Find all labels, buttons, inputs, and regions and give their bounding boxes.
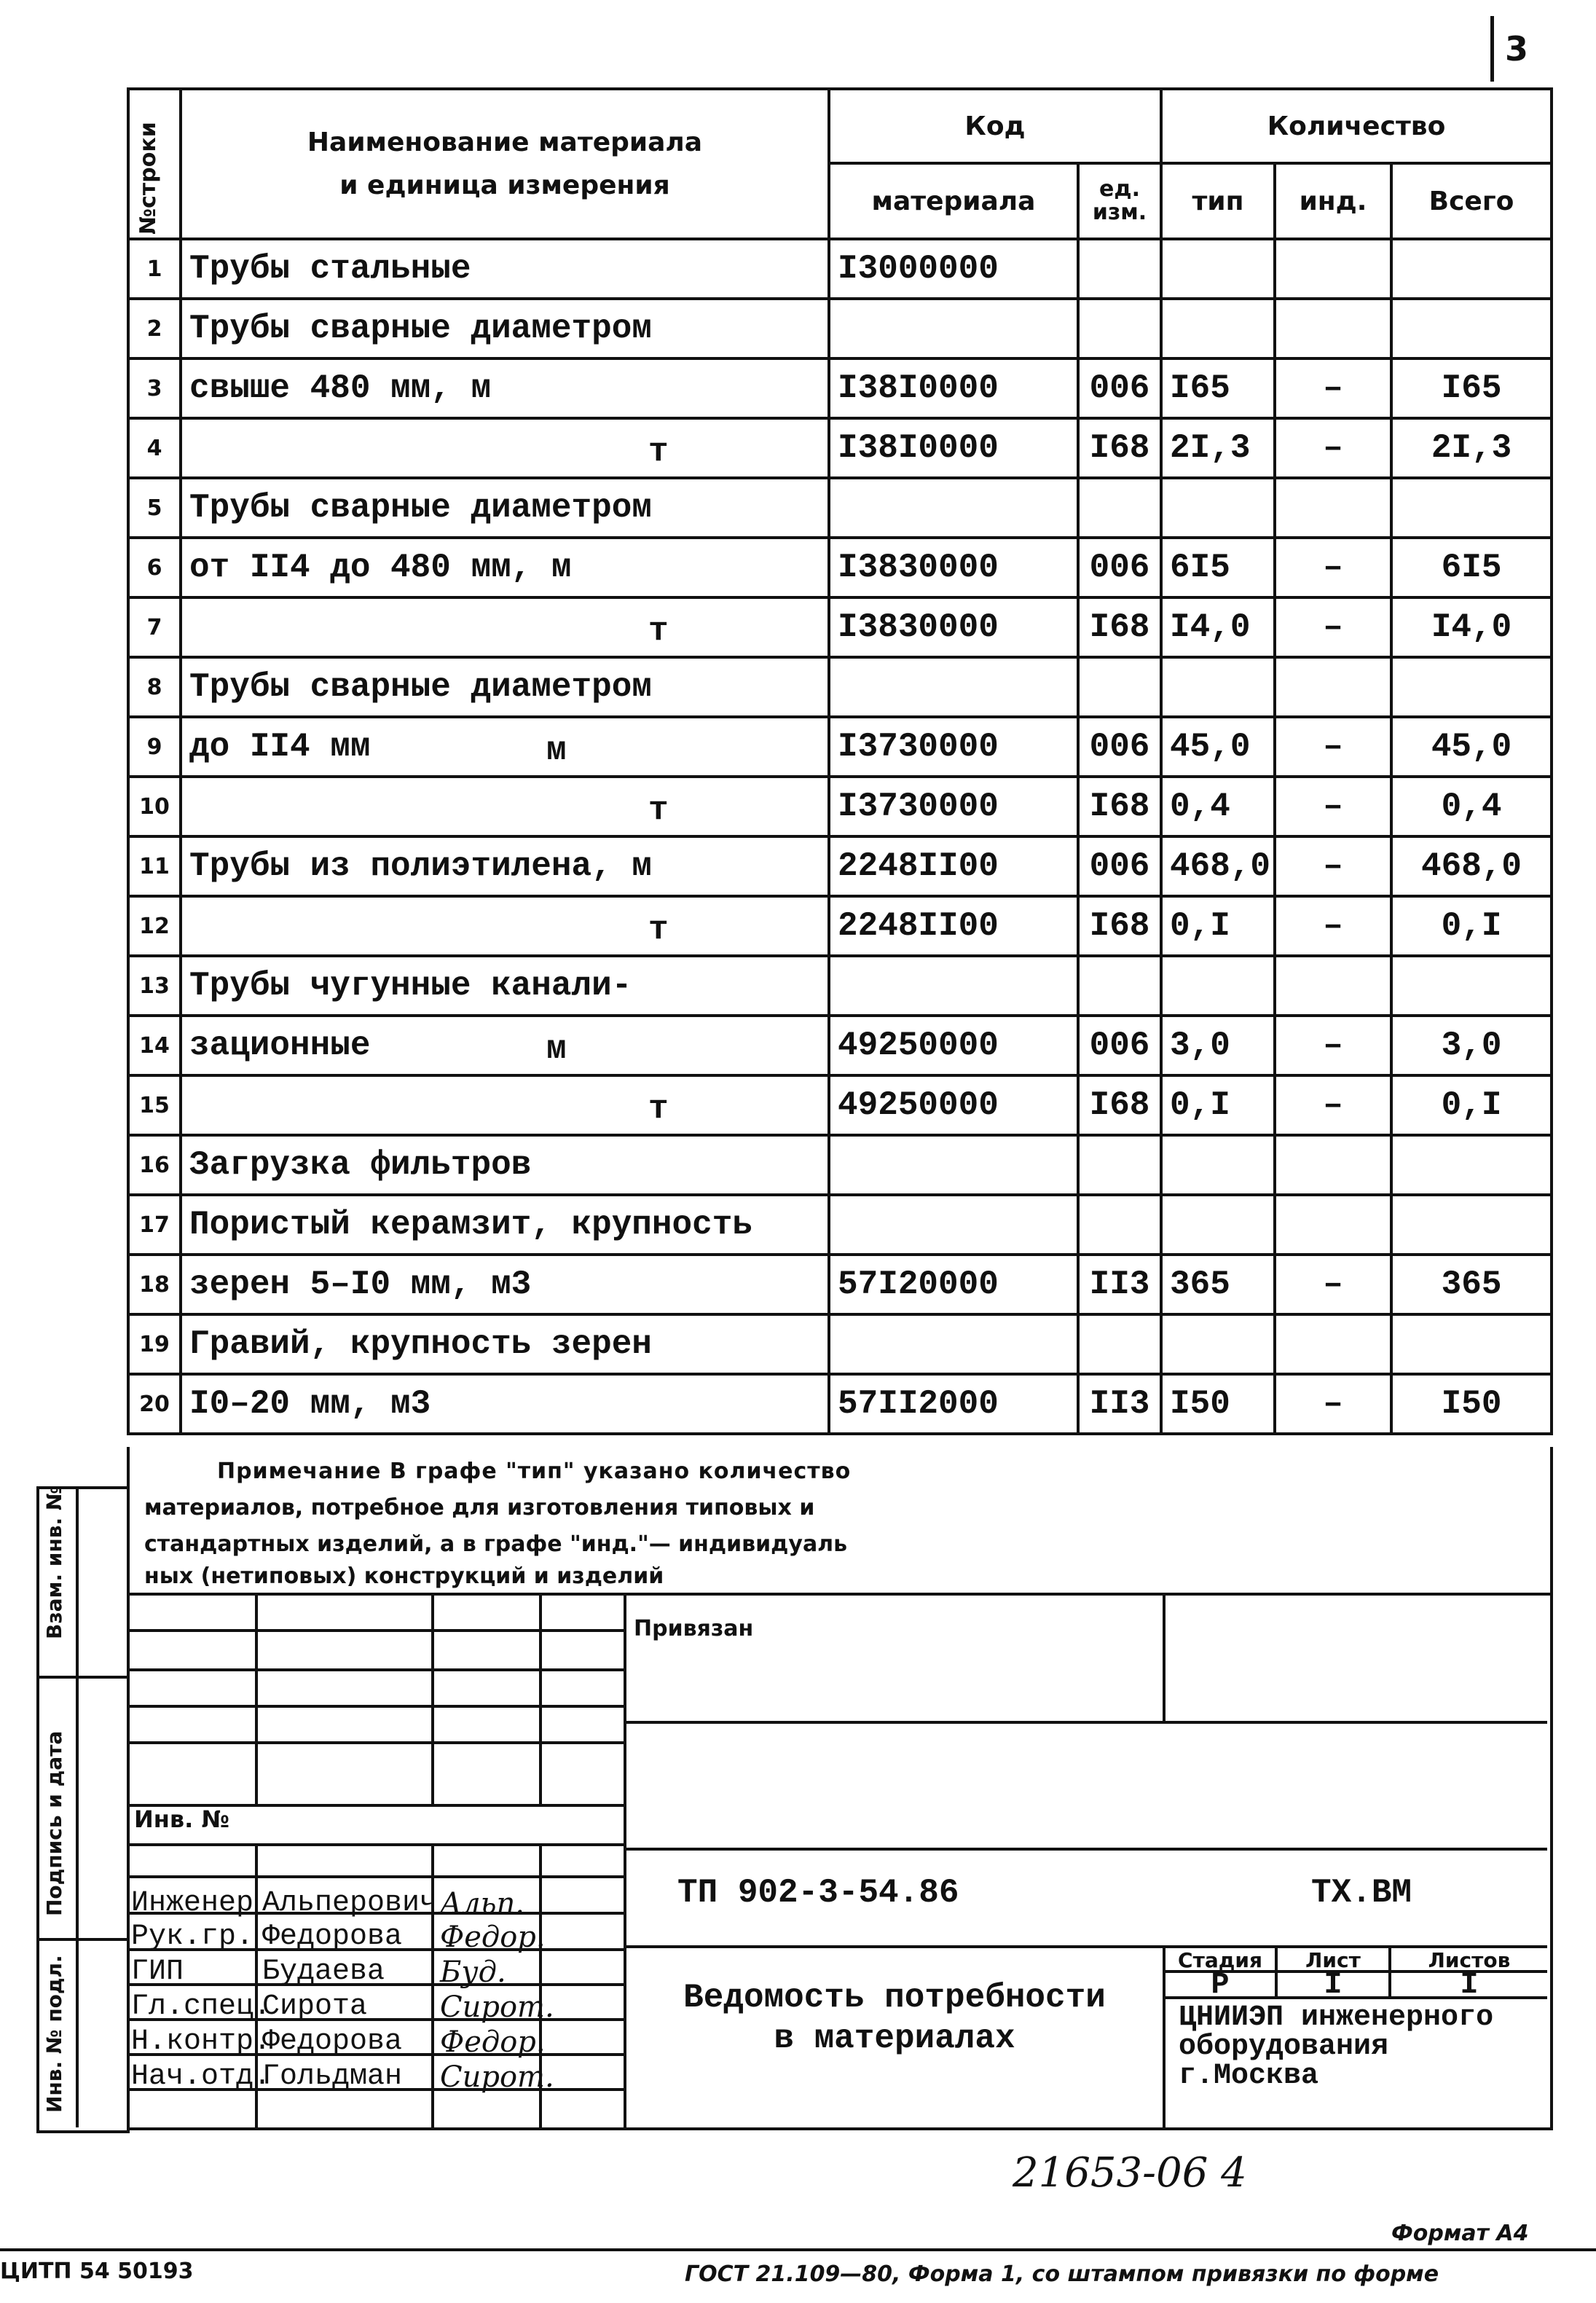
title-line-1: Ведомость потребности xyxy=(683,1979,1106,2017)
handwritten-number: 21653-06 4 xyxy=(1013,2149,1247,2197)
qty-ind: – xyxy=(1275,777,1391,836)
unit-code: I68 xyxy=(1078,1075,1161,1135)
table-row xyxy=(128,836,1552,896)
material-name xyxy=(181,597,829,657)
qty-total: 0,4 xyxy=(1391,777,1552,836)
row-number: 14 xyxy=(128,1016,181,1075)
note-box xyxy=(127,1447,1553,1596)
qty-ind xyxy=(1275,1195,1391,1255)
material-name-text: свыше 480 мм, м xyxy=(189,369,492,407)
sheets-label: Листов xyxy=(1428,1948,1511,1972)
material-name-text: зационные xyxy=(189,1027,371,1064)
material-name xyxy=(181,1075,829,1135)
qty-ind: – xyxy=(1275,1255,1391,1314)
material-name-text: от II4 до 480 мм, м xyxy=(189,549,572,586)
material-name xyxy=(181,1255,829,1314)
sheet-label: Лист xyxy=(1305,1948,1361,1972)
qty-type xyxy=(1161,956,1275,1016)
material-name xyxy=(181,1314,829,1374)
table-row xyxy=(128,956,1552,1016)
signer-role: Нач.отд. xyxy=(131,2060,272,2093)
signer-role: Инженер xyxy=(131,1887,254,1920)
signature: Федор. xyxy=(440,1921,546,1954)
row-number: 1 xyxy=(128,239,181,299)
qty-ind: – xyxy=(1275,1075,1391,1135)
organization: ЦНИИЭП инженерного оборудования г.Москва xyxy=(1179,2001,1494,2092)
sheets-value: I xyxy=(1460,1967,1479,2002)
note-line-4: ных (нетиповых) конструкций и изделий xyxy=(144,1564,664,1589)
row-number: 19 xyxy=(128,1314,181,1374)
qty-total xyxy=(1391,239,1552,299)
unit-code xyxy=(1078,956,1161,1016)
table-row xyxy=(128,1135,1552,1195)
row-number: 5 xyxy=(128,478,181,538)
header-unit: ед. изм. xyxy=(1078,163,1161,239)
title-line-2: в материалах xyxy=(774,2020,1015,2057)
unit-code: I68 xyxy=(1078,896,1161,956)
unit-code xyxy=(1078,299,1161,358)
table-row xyxy=(128,239,1552,299)
qty-total: 6I5 xyxy=(1391,538,1552,597)
stage-value: Р xyxy=(1211,1967,1230,2002)
row-number: 13 xyxy=(128,956,181,1016)
table-row xyxy=(128,358,1552,418)
qty-total: I4,0 xyxy=(1391,597,1552,657)
signer-name: Будаева xyxy=(262,1955,385,1988)
unit-code xyxy=(1078,657,1161,717)
material-unit-word: т xyxy=(648,612,669,650)
signer-role: Рук.гр. xyxy=(131,1921,254,1953)
unit-code: I68 xyxy=(1078,597,1161,657)
qty-ind: – xyxy=(1275,1016,1391,1075)
row-number: 3 xyxy=(128,358,181,418)
unit-code: 006 xyxy=(1078,358,1161,418)
material-code xyxy=(829,1314,1078,1374)
qty-ind: – xyxy=(1275,597,1391,657)
unit-code xyxy=(1078,1195,1161,1255)
row-number: 2 xyxy=(128,299,181,358)
row-number: 16 xyxy=(128,1135,181,1195)
material-name-text: Пористый керамзит, крупность xyxy=(189,1206,752,1244)
qty-type: I50 xyxy=(1161,1374,1275,1434)
material-unit-word: т xyxy=(648,433,669,471)
qty-type: 468,0 xyxy=(1161,836,1275,896)
material-name xyxy=(181,1016,829,1075)
gost-line: ГОСТ 21.109—80, Форма 1, со штампом привязки по форме xyxy=(685,2261,1439,2287)
material-name xyxy=(181,358,829,418)
qty-type xyxy=(1161,1195,1275,1255)
material-name-text: Трубы сварные диаметром xyxy=(189,668,652,706)
material-code xyxy=(829,1195,1078,1255)
qty-total: 45,0 xyxy=(1391,717,1552,777)
qty-type: 0,4 xyxy=(1161,777,1275,836)
material-name-text: I0–20 мм, м3 xyxy=(189,1385,431,1423)
label-inv-podl: Инв. № подл. xyxy=(42,1955,66,2113)
header-name: Наименование материала и единица измерения xyxy=(181,89,829,239)
material-code: I38I0000 xyxy=(829,358,1078,418)
row-number: 9 xyxy=(128,717,181,777)
material-name xyxy=(181,239,829,299)
material-name-text: зерен 5–I0 мм, м3 xyxy=(189,1266,532,1303)
qty-ind: – xyxy=(1275,538,1391,597)
qty-type: 3,0 xyxy=(1161,1016,1275,1075)
doc-mark: ТХ.ВМ xyxy=(1311,1874,1412,1912)
row-number: 11 xyxy=(128,836,181,896)
signer-name: Гольдман xyxy=(262,2060,403,2093)
material-code xyxy=(829,1135,1078,1195)
material-name-text: Трубы чугунные канали- xyxy=(189,967,632,1005)
qty-type xyxy=(1161,657,1275,717)
qty-total xyxy=(1391,478,1552,538)
qty-total: 3,0 xyxy=(1391,1016,1552,1075)
footer-left-code: ЦИТП 54 50193 xyxy=(0,2259,194,2284)
signer-name: Федорова xyxy=(262,2025,403,2058)
privyazan-label: Привязан xyxy=(634,1616,754,1641)
table-row xyxy=(128,657,1552,717)
qty-ind xyxy=(1275,299,1391,358)
row-number: 12 xyxy=(128,896,181,956)
header-row-number: №строки xyxy=(128,89,181,239)
material-name xyxy=(181,836,829,896)
signer-name: Федорова xyxy=(262,1921,403,1953)
table-row xyxy=(128,1016,1552,1075)
unit-code xyxy=(1078,478,1161,538)
signer-name: Сирота xyxy=(262,1990,368,2023)
material-name-text: до II4 мм xyxy=(189,728,371,766)
qty-type: I65 xyxy=(1161,358,1275,418)
note-line-3: стандартных изделий, а в графе "инд."— индивидуаль xyxy=(144,1531,848,1557)
header-type: тип xyxy=(1161,163,1275,239)
table-row xyxy=(128,1374,1552,1434)
row-number: 10 xyxy=(128,777,181,836)
table-row xyxy=(128,1314,1552,1374)
qty-ind xyxy=(1275,478,1391,538)
page-number-rule xyxy=(1490,16,1494,82)
qty-total: 365 xyxy=(1391,1255,1552,1314)
signature: Альп. xyxy=(440,1887,525,1921)
qty-type: 0,I xyxy=(1161,896,1275,956)
material-unit-word: т xyxy=(648,1090,669,1128)
qty-type xyxy=(1161,239,1275,299)
material-name xyxy=(181,299,829,358)
qty-ind: – xyxy=(1275,836,1391,896)
row-number: 4 xyxy=(128,418,181,478)
qty-type: 0,I xyxy=(1161,1075,1275,1135)
header-code-material: материала xyxy=(829,163,1078,239)
unit-code: I68 xyxy=(1078,418,1161,478)
material-name xyxy=(181,1374,829,1434)
material-code xyxy=(829,956,1078,1016)
table-row xyxy=(128,478,1552,538)
row-number: 8 xyxy=(128,657,181,717)
unit-code: II3 xyxy=(1078,1255,1161,1314)
qty-total: 2I,3 xyxy=(1391,418,1552,478)
table-row xyxy=(128,717,1552,777)
material-name xyxy=(181,418,829,478)
row-number: 20 xyxy=(128,1374,181,1434)
qty-type xyxy=(1161,478,1275,538)
label-podpis-data: Подпись и дата xyxy=(42,1730,66,1916)
material-name xyxy=(181,1135,829,1195)
qty-ind: – xyxy=(1275,717,1391,777)
material-name-text: Трубы сварные диаметром xyxy=(189,310,652,348)
material-code: I3000000 xyxy=(829,239,1078,299)
note-line-2: материалов, потребное для изготовления типовых и xyxy=(144,1495,815,1521)
table-row xyxy=(128,299,1552,358)
qty-total: 468,0 xyxy=(1391,836,1552,896)
material-code: I3730000 xyxy=(829,777,1078,836)
material-name xyxy=(181,538,829,597)
format-label: Формат А4 xyxy=(1391,2221,1529,2246)
material-code xyxy=(829,657,1078,717)
header-ind: инд. xyxy=(1275,163,1391,239)
sheet-value: I xyxy=(1324,1967,1343,2002)
material-code: 2248II00 xyxy=(829,836,1078,896)
materials-table xyxy=(127,87,1553,1435)
qty-type: 6I5 xyxy=(1161,538,1275,597)
doc-code: ТП 902-3-54.86 xyxy=(677,1874,959,1912)
table-row xyxy=(128,418,1552,478)
qty-type xyxy=(1161,299,1275,358)
material-name xyxy=(181,657,829,717)
qty-total xyxy=(1391,956,1552,1016)
qty-total xyxy=(1391,299,1552,358)
row-number: 6 xyxy=(128,538,181,597)
material-name-text: Трубы сварные диаметром xyxy=(189,489,652,527)
material-code: 57I20000 xyxy=(829,1255,1078,1314)
material-code xyxy=(829,478,1078,538)
unit-code: I68 xyxy=(1078,777,1161,836)
material-name-text: Загрузка фильтров xyxy=(189,1146,532,1184)
material-code: 49250000 xyxy=(829,1016,1078,1075)
header-code: Код xyxy=(829,89,1161,163)
material-code: I3830000 xyxy=(829,538,1078,597)
qty-ind: – xyxy=(1275,418,1391,478)
qty-total: 0,I xyxy=(1391,896,1552,956)
signer-role: Н.контр. xyxy=(131,2025,272,2058)
qty-ind xyxy=(1275,657,1391,717)
unit-code: 006 xyxy=(1078,836,1161,896)
qty-ind xyxy=(1275,956,1391,1016)
table-row xyxy=(128,1075,1552,1135)
inv-no-label: Инв. № xyxy=(134,1805,229,1833)
unit-code: 006 xyxy=(1078,1016,1161,1075)
qty-type xyxy=(1161,1135,1275,1195)
row-number: 15 xyxy=(128,1075,181,1135)
signature: Федор. xyxy=(440,2025,546,2059)
qty-type: 45,0 xyxy=(1161,717,1275,777)
qty-type: 365 xyxy=(1161,1255,1275,1314)
material-name xyxy=(181,717,829,777)
note-line-1: Примечание В графе "тип" указано количество xyxy=(217,1459,852,1484)
unit-code: 006 xyxy=(1078,538,1161,597)
row-number: 18 xyxy=(128,1255,181,1314)
signer-role: ГИП xyxy=(131,1955,184,1988)
qty-ind: – xyxy=(1275,896,1391,956)
material-name-text: Гравий, крупность зерен xyxy=(189,1325,652,1363)
signature: Сирот. xyxy=(440,1990,554,2024)
qty-total xyxy=(1391,1195,1552,1255)
signature: Сирот. xyxy=(440,2060,554,2094)
material-name-text: Трубы из полиэтилена, м xyxy=(189,847,652,885)
material-unit-word: т xyxy=(648,791,669,829)
qty-total: I50 xyxy=(1391,1374,1552,1434)
material-unit-word: т xyxy=(648,911,669,949)
table-row xyxy=(128,597,1552,657)
material-name xyxy=(181,896,829,956)
qty-ind xyxy=(1275,239,1391,299)
material-name xyxy=(181,478,829,538)
table-row xyxy=(128,777,1552,836)
material-name xyxy=(181,1195,829,1255)
signer-name: Альперович xyxy=(262,1887,438,1920)
qty-type: 2I,3 xyxy=(1161,418,1275,478)
material-code: I3830000 xyxy=(829,597,1078,657)
material-code: I3730000 xyxy=(829,717,1078,777)
header-quantity: Количество xyxy=(1161,89,1552,163)
label-vzam-inv: Взам. инв. № xyxy=(42,1486,66,1639)
signer-role: Гл.спец. xyxy=(131,1990,272,2023)
material-name xyxy=(181,777,829,836)
table-row xyxy=(128,1195,1552,1255)
material-name-text: Трубы стальные xyxy=(189,250,471,288)
material-code: 49250000 xyxy=(829,1075,1078,1135)
unit-code xyxy=(1078,1314,1161,1374)
material-code: 57II2000 xyxy=(829,1374,1078,1434)
qty-total xyxy=(1391,657,1552,717)
table-row xyxy=(128,1255,1552,1314)
signature: Буд. xyxy=(440,1955,506,1989)
table-row xyxy=(128,538,1552,597)
qty-ind xyxy=(1275,1314,1391,1374)
row-number: 7 xyxy=(128,597,181,657)
material-code xyxy=(829,299,1078,358)
header-total: Всего xyxy=(1391,163,1552,239)
qty-ind: – xyxy=(1275,358,1391,418)
unit-code xyxy=(1078,1135,1161,1195)
material-name xyxy=(181,956,829,1016)
qty-type: I4,0 xyxy=(1161,597,1275,657)
material-code: 2248II00 xyxy=(829,896,1078,956)
material-unit-word: м xyxy=(546,1030,567,1068)
qty-total: I65 xyxy=(1391,358,1552,418)
table-row xyxy=(128,896,1552,956)
unit-code: II3 xyxy=(1078,1374,1161,1434)
page-number: 3 xyxy=(1505,29,1529,68)
unit-code xyxy=(1078,239,1161,299)
qty-total xyxy=(1391,1314,1552,1374)
qty-type xyxy=(1161,1314,1275,1374)
material-code: I38I0000 xyxy=(829,418,1078,478)
qty-ind: – xyxy=(1275,1374,1391,1434)
row-number: 17 xyxy=(128,1195,181,1255)
qty-ind xyxy=(1275,1135,1391,1195)
material-unit-word: м xyxy=(546,731,567,769)
unit-code: 006 xyxy=(1078,717,1161,777)
qty-total xyxy=(1391,1135,1552,1195)
stage-label: Стадия xyxy=(1178,1948,1262,1972)
qty-total: 0,I xyxy=(1391,1075,1552,1135)
